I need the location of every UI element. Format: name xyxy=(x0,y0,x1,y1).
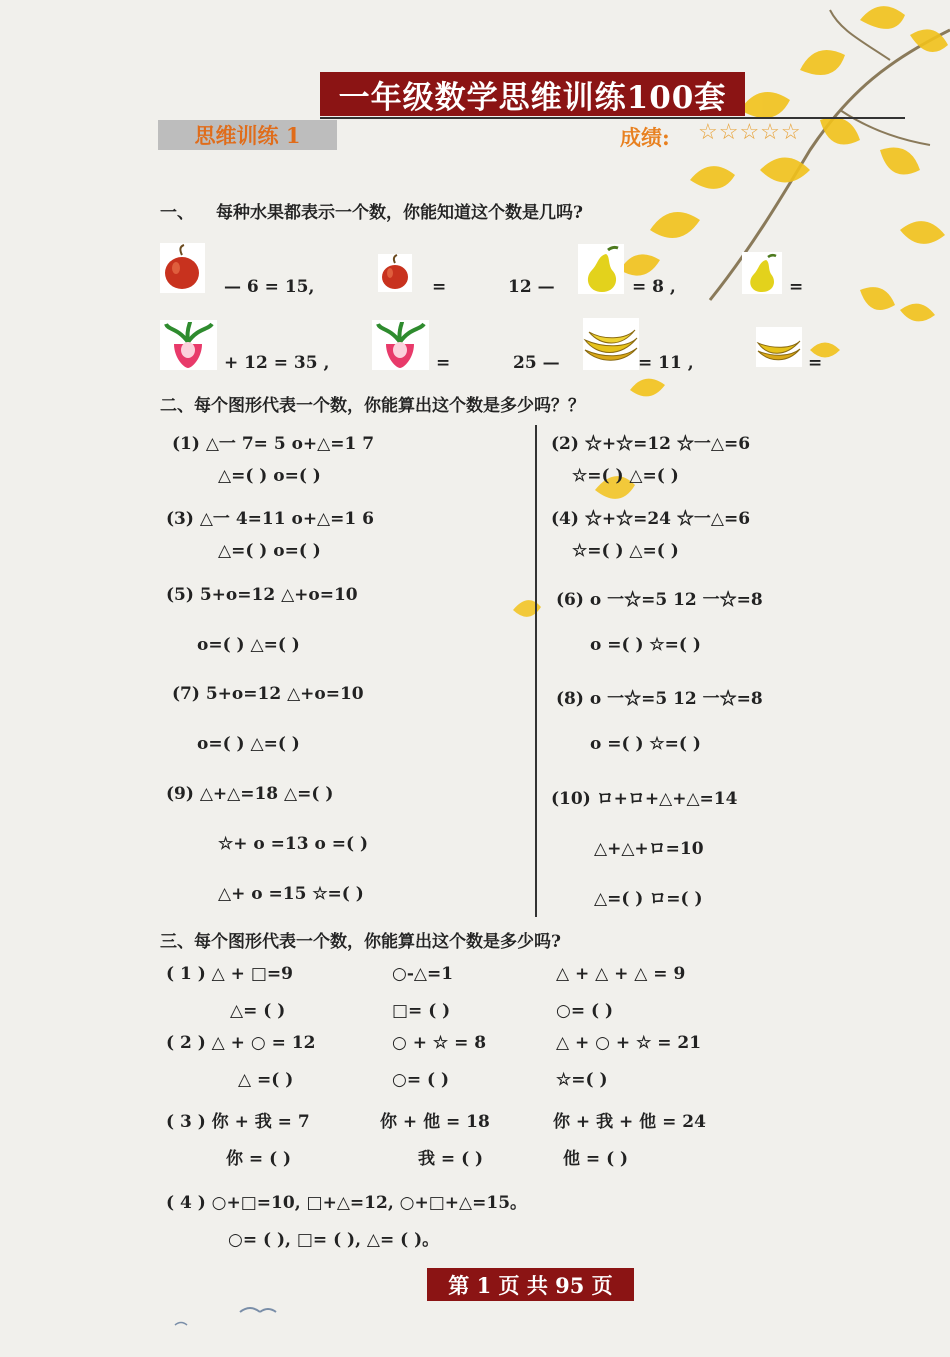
s1-r2-expr-e: = xyxy=(808,353,823,373)
s2-line: o =( ) ☆=( ) xyxy=(590,734,701,754)
s2-line: △=( ) o=( ) xyxy=(218,541,321,561)
s2-line: △+△+ロ=10 xyxy=(594,839,704,859)
score-stars: ☆☆☆☆☆ xyxy=(698,120,802,145)
s3-line: 你 + 他 = 18 xyxy=(380,1112,490,1132)
s2-line: (4) ☆+☆=24 ☆一△=6 xyxy=(551,509,751,529)
apple-icon xyxy=(160,243,205,293)
s3-line: 他 = ( ) xyxy=(563,1149,629,1169)
title-underline xyxy=(320,117,905,119)
s2-line: (10) ロ+ロ+△+△=14 xyxy=(551,789,738,809)
s2-line: △=( ) o=( ) xyxy=(218,466,321,486)
s2-line: (7) 5+o=12 △+o=10 xyxy=(172,684,364,704)
s3-line: ○-△=1 xyxy=(392,964,454,984)
s2-line: (9) △+△=18 △=( ) xyxy=(166,784,334,804)
s3-line: ( 1 ) △ + □=9 xyxy=(166,964,293,984)
ginkgo-leaf-decoration xyxy=(510,595,545,625)
s2-line: (5) 5+o=12 △+o=10 xyxy=(166,585,358,605)
section3-heading: 三、每个图形代表一个数，你能算出这个数是多少吗? xyxy=(160,932,561,952)
s3-line: 你 + 我 + 他 = 24 xyxy=(553,1112,706,1132)
s3-line: 你 = ( ) xyxy=(226,1149,292,1169)
s1-r2-expr-a: + 12 = 35 , xyxy=(224,353,330,373)
s2-line: (3) △一 4=11 o+△=1 6 xyxy=(166,509,374,529)
s3-line: △= ( ) xyxy=(230,1001,286,1021)
s2-line: ☆=( ) △=( ) xyxy=(572,466,679,486)
pear-icon xyxy=(578,244,624,294)
section2-heading: 二、每个图形代表一个数，你能算出这个数是多少吗？？ xyxy=(160,396,585,416)
s2-line: ☆=( ) △=( ) xyxy=(572,541,679,561)
s3-line: ○= ( ) xyxy=(392,1070,450,1090)
section1-number: 一、 xyxy=(160,203,194,223)
s2-line: (2) ☆+☆=12 ☆一△=6 xyxy=(551,434,751,454)
s1-r1-expr-d: = 8 , xyxy=(632,277,676,297)
s2-line: o=( ) △=( ) xyxy=(197,734,300,754)
birds-decoration xyxy=(170,1300,310,1340)
radish-icon xyxy=(372,320,429,370)
s3-line: ( 4 ) ○+□=10, □+△=12, ○+□+△=15。 xyxy=(166,1193,528,1213)
s3-line: ( 2 ) △ + ○ = 12 xyxy=(166,1033,316,1053)
page-number-footer: 第 1 页 共 95 页 xyxy=(427,1268,634,1301)
banana-icon xyxy=(583,318,639,370)
s2-line: (6) o 一☆=5 12 一☆=8 xyxy=(556,590,763,610)
s2-line: △+ o =15 ☆=( ) xyxy=(218,884,364,904)
s3-line: △ =( ) xyxy=(238,1070,294,1090)
s2-line: (8) o 一☆=5 12 一☆=8 xyxy=(556,689,763,709)
s3-line: ○= ( ), □= ( ), △= ( )。 xyxy=(228,1230,440,1250)
s1-r2-expr-c: 25 — xyxy=(513,353,560,373)
s3-line: △ + ○ + ☆ = 21 xyxy=(556,1033,702,1053)
page-title: 一年级数学思维训练100套 xyxy=(320,72,745,116)
apple-icon xyxy=(378,254,412,292)
section1-heading: 每种水果都表示一个数，你能知道这个数是几吗? xyxy=(216,203,583,223)
s3-line: △ + △ + △ = 9 xyxy=(556,964,686,984)
s2-line: o =( ) ☆=( ) xyxy=(590,635,701,655)
column-divider xyxy=(535,425,537,917)
banana-icon xyxy=(756,327,802,367)
score-label: 成绩: xyxy=(620,125,670,150)
pear-icon xyxy=(742,252,782,294)
s1-r1-expr-e: = xyxy=(789,277,804,297)
s3-line: 我 = ( ) xyxy=(418,1149,484,1169)
s2-line: o=( ) △=( ) xyxy=(197,635,300,655)
s3-line: □= ( ) xyxy=(392,1001,451,1021)
s1-r2-expr-d: = 11 , xyxy=(638,353,694,373)
s2-line: (1) △一 7= 5 o+△=1 7 xyxy=(172,434,375,454)
s1-r1-expr-a: — 6 = 15, xyxy=(224,277,315,297)
s1-r1-expr-c: 12 — xyxy=(508,277,555,297)
s2-line: △=( ) ロ=( ) xyxy=(594,889,703,909)
s1-r2-expr-b: = xyxy=(436,353,451,373)
s1-r1-expr-b: = xyxy=(432,277,447,297)
s2-line: ☆+ o =13 o =( ) xyxy=(218,834,368,854)
s3-line: ( 3 ) 你 + 我 = 7 xyxy=(166,1112,310,1132)
s3-line: ○= ( ) xyxy=(556,1001,614,1021)
drill-label: 思维训练 1 xyxy=(158,120,337,150)
s3-line: ○ + ☆ = 8 xyxy=(392,1033,487,1053)
s3-line: ☆=( ) xyxy=(556,1070,608,1090)
radish-icon xyxy=(160,320,217,370)
